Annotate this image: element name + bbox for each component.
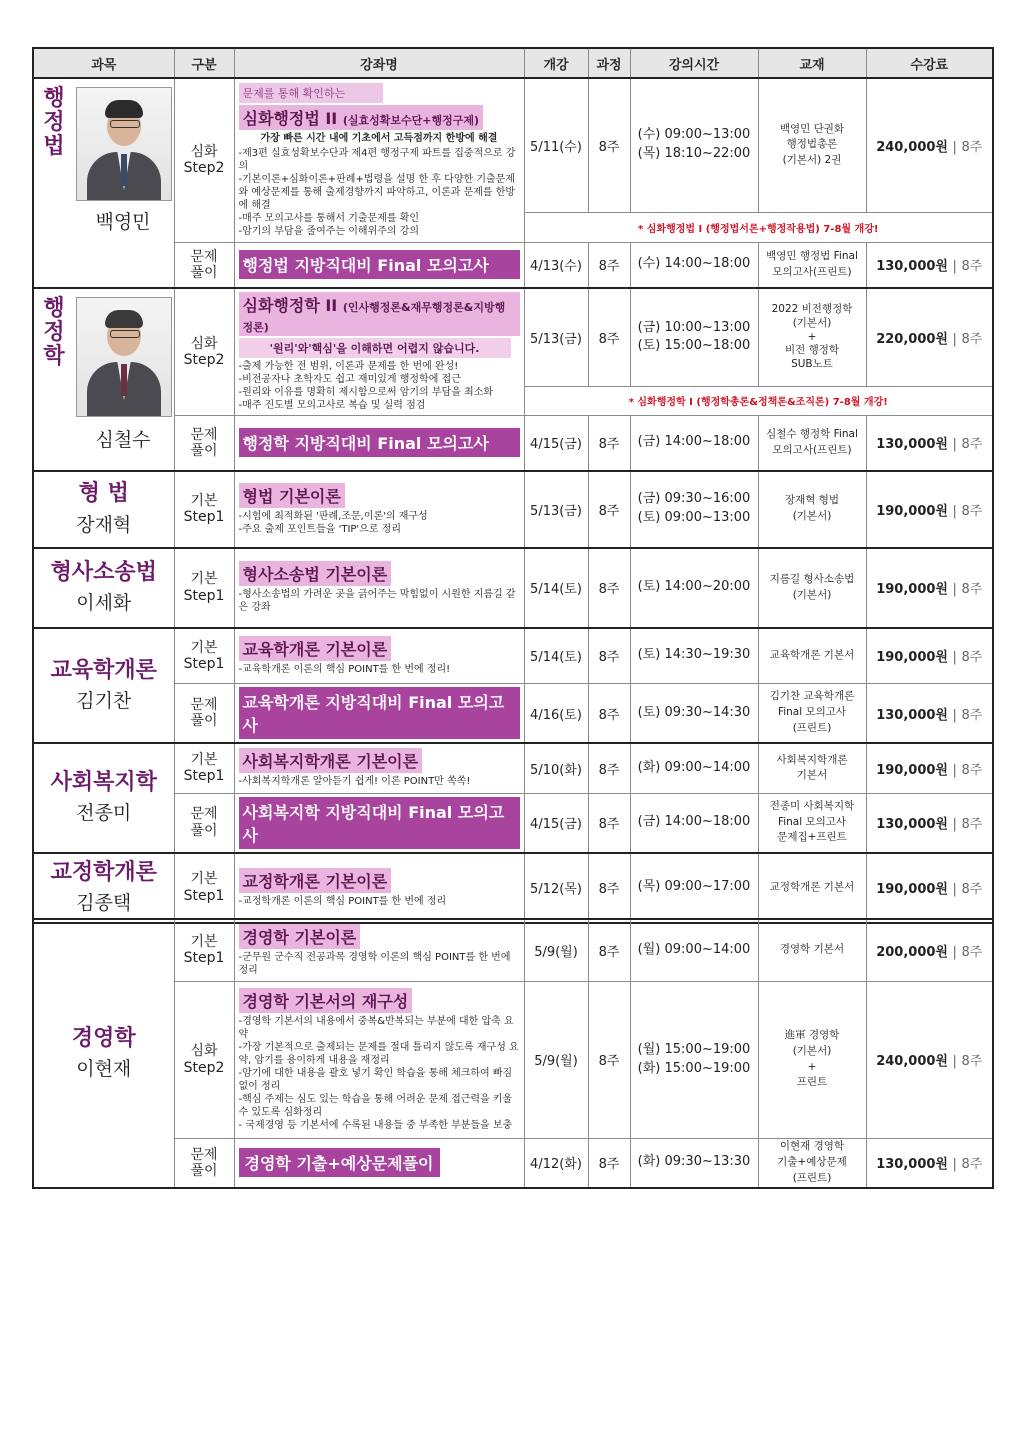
admin-sci-row-1 (33, 288, 993, 386)
type-cell: 문제 풀이 (174, 684, 234, 744)
textbook: 지름길 형사소송법 (기본서) (758, 548, 866, 628)
lecture-desc: -출제 가능한 전 범위, 이론과 문제를 한 번에 완성! -비전공자나 초학자도 쉽고 재미있게 행정학에 접근 -원리와 이유를 명확히 제시함으로써 암기의 부담을 최소화 -매주 진도별 모의고사로 복습 및 실력 점검 (238, 361, 494, 411)
header-row (33, 48, 993, 78)
course-length: 8주 (588, 981, 630, 1138)
admin-law-row-1 (33, 78, 993, 212)
type-cell: 기본 Step1 (174, 548, 234, 628)
header-fee: 수강료 (866, 48, 993, 78)
fee: 130,000원 | 8주 (866, 416, 993, 471)
type-cell: 기본 Step1 (174, 919, 234, 981)
subject-cell-welfare (33, 743, 174, 853)
lecture-time: (금) 14:00~18:00 (630, 793, 758, 853)
lecture-cell (234, 981, 524, 1138)
subject-title: 교육학개론 (50, 657, 157, 683)
type-cell: 문제 풀이 (174, 242, 234, 288)
teacher-name: 김종택 (76, 892, 132, 915)
fee: 130,000원 | 8주 (866, 242, 993, 288)
fee: 220,000원 | 8주 (866, 288, 993, 386)
lecture-tagline: 가장 빠른 시간 내에 기초에서 고득점까지 한방에 해결 (260, 132, 498, 144)
course-length: 8주 (588, 853, 630, 923)
header-type: 구분 (174, 48, 234, 78)
course-length: 8주 (588, 78, 630, 212)
lecture-cell (234, 743, 524, 793)
start-date: 4/16(토) (524, 684, 588, 744)
lecture-time: (월) 09:00~14:00 (630, 919, 758, 981)
education-row-1 (33, 628, 993, 684)
type-cell: 기본 Step1 (174, 471, 234, 548)
fee: 200,000원 | 8주 (866, 919, 993, 981)
subject-cell-criminal-proc (33, 548, 174, 628)
lecture-time: (토) 14:30~19:30 (630, 628, 758, 684)
lecture-title: 경영학 기출+예상문제풀이 (239, 1148, 440, 1177)
course-length: 8주 (588, 288, 630, 386)
subject-cell-education (33, 628, 174, 744)
textbook: 심철수 행정학 Final 모의고사(프린트) (758, 416, 866, 471)
teacher-name: 전종미 (76, 802, 132, 825)
textbook: 進軍 경영학 (기본서) + 프린트 (758, 981, 866, 1138)
start-date: 5/9(월) (524, 919, 588, 981)
course-length: 8주 (588, 471, 630, 548)
course-length: 8주 (588, 628, 630, 684)
textbook: 2022 비전행정학 (기본서) + 비전 행정학 SUB노트 (758, 288, 866, 386)
course-length: 8주 (588, 242, 630, 288)
subject-cell-business (33, 919, 174, 1188)
notice-text: * 심화행정법 I (행정법서론+행정작용법) 7-8월 개강! (524, 212, 993, 242)
lecture-title: 사회복지학 지방직대비 Final 모의고사 (239, 797, 520, 849)
course-table-main (32, 47, 994, 924)
start-date: 5/14(토) (524, 548, 588, 628)
lecture-cell (234, 628, 524, 684)
header-subject: 과목 (33, 48, 174, 78)
type-cell: 심화 Step2 (174, 288, 234, 416)
notice-text: * 심화행정학 I (행정학총론&정책론&조직론) 7-8월 개강! (524, 386, 993, 415)
lecture-title: 경영학 기본서의 재구성 (239, 988, 413, 1013)
subject-title: 사회복지학 (50, 770, 157, 796)
teacher-photo (76, 297, 172, 417)
lecture-cell (234, 793, 524, 853)
fee: 240,000원 | 8주 (866, 981, 993, 1138)
start-date: 5/13(금) (524, 471, 588, 548)
business-row-3 (33, 1138, 993, 1188)
subject-cell-admin-sci (33, 288, 174, 471)
lecture-desc: -사회복지학개론 알아듣기 쉽게! 이론 POINT만 쏙쏙! (238, 776, 471, 788)
lecture-time: (금) 14:00~18:00 (630, 416, 758, 471)
lecture-title: 행정학 지방직대비 Final 모의고사 (239, 428, 520, 457)
lecture-cell (234, 78, 524, 242)
start-date: 4/15(금) (524, 793, 588, 853)
lecture-cell (234, 853, 524, 923)
lecture-desc: -제3편 실효성확보수단과 제4편 행정구제 파트를 집중적으로 강의 -기본이론+심화이론+판례+법령을 설명 한 후 다양한 기출문제와 예상문제를 통해 출제경향까지 파악하고, 이론과 문제를 한방에 해결 -매주 모의고사를 통해서 기출문제를 확인 -암기의 부담을 줄여주는 이해위주의 강의 (238, 147, 516, 237)
admin-sci-row-2 (33, 416, 993, 471)
course-length: 8주 (588, 793, 630, 853)
type-cell: 기본 Step1 (174, 628, 234, 684)
textbook: 전종미 사회복지학 Final 모의고사 문제집+프린트 (758, 793, 866, 853)
criminal-law-row (33, 471, 993, 548)
fee: 130,000원 | 8주 (866, 684, 993, 744)
subject-title: 교정학개론 (50, 859, 157, 885)
course-length: 8주 (588, 919, 630, 981)
start-date: 5/9(월) (524, 981, 588, 1138)
business-row-1 (33, 919, 993, 981)
subject-title: 경영학 (71, 1025, 136, 1051)
textbook: 교육학개론 기본서 (758, 628, 866, 684)
subject-title: 행 정 학 (43, 296, 65, 369)
lecture-title: 교육학개론 기본이론 (239, 636, 392, 661)
fee: 130,000원 | 8주 (866, 793, 993, 853)
course-length: 8주 (588, 684, 630, 744)
lecture-time: (토) 09:30~14:30 (630, 684, 758, 744)
fee: 190,000원 | 8주 (866, 853, 993, 923)
textbook: 이현재 경영학 기출+예상문제 (프린트) (758, 1138, 866, 1188)
lecture-cell (234, 288, 524, 416)
start-date: 5/13(금) (524, 288, 588, 386)
teacher-name: 백영민 (95, 211, 151, 233)
lecture-title: 경영학 기본이론 (239, 924, 361, 949)
lecture-cell (234, 1138, 524, 1188)
fee: 190,000원 | 8주 (866, 743, 993, 793)
header-start: 개강 (524, 48, 588, 78)
teacher-name: 이세화 (76, 592, 132, 615)
fee: 190,000원 | 8주 (866, 548, 993, 628)
lecture-time: (금) 10:00~13:00 (토) 15:00~18:00 (630, 288, 758, 386)
lecture-cell (234, 919, 524, 981)
textbook: 백영민 단권화 행정법총론 (기본서) 2권 (758, 78, 866, 212)
lecture-desc: -경영학 기본서의 내용에서 중복&반복되는 부분에 대한 압축 요약 -가장 기본적으로 출제되는 문제를 절대 틀리지 않도록 재구성 요약, 암기를 용이하게 내용을 재정리 -암기에 대한 내용을 괄호 넣기 확인 학습을 통해 체크하여 빠짐없이 정리 -핵심 주제는 심도 있는 학습을 통해 어려운 문제 접근력을 키울 수 있도록 심화정리 - 국제경영 등 기본서에 수록된 내용들 중 부족한 부분들을 보충 (238, 1015, 519, 1131)
start-date: 4/13(수) (524, 242, 588, 288)
header-book: 교재 (758, 48, 866, 78)
lecture-pre-label: 문제를 통해 확인하는 (239, 83, 383, 103)
lecture-time: (수) 09:00~13:00 (목) 18:10~22:00 (630, 78, 758, 212)
lecture-desc: -형사소송법의 가려운 곳을 긁어주는 막힘없이 시원한 지름길 같은 강좌 (238, 589, 516, 613)
admin-law-row-2 (33, 242, 993, 288)
textbook: 경영학 기본서 (758, 919, 866, 981)
course-length: 8주 (588, 416, 630, 471)
lecture-title: 사회복지학개론 기본이론 (239, 748, 423, 773)
start-date: 5/11(수) (524, 78, 588, 212)
lecture-desc: -교육학개론 이론의 핵심 POINT를 한 번에 정리! (238, 663, 451, 675)
lecture-title: 심화행정학 II (인사행정론&재무행정론&지방행정론) (239, 292, 520, 336)
lecture-time: (수) 14:00~18:00 (630, 242, 758, 288)
type-cell: 기본 Step1 (174, 853, 234, 923)
lecture-title: 심화행정법 II (실효성확보수단+행정구제) (239, 105, 484, 130)
lecture-cell (234, 684, 524, 744)
lecture-cell (234, 548, 524, 628)
fee: 240,000원 | 8주 (866, 78, 993, 212)
lecture-time: (금) 09:30~16:00 (토) 09:00~13:00 (630, 471, 758, 548)
teacher-name: 심철수 (95, 429, 151, 451)
correction-row (33, 853, 993, 923)
subject-cell-admin-law (33, 78, 174, 288)
lecture-title: 행정법 지방직대비 Final 모의고사 (239, 250, 520, 279)
start-date: 4/12(화) (524, 1138, 588, 1188)
criminal-proc-row (33, 548, 993, 628)
type-cell: 심화 Step2 (174, 78, 234, 242)
textbook: 교정학개론 기본서 (758, 853, 866, 923)
lecture-time: (화) 09:30~13:30 (630, 1138, 758, 1188)
teacher-name: 이현재 (76, 1058, 132, 1081)
lecture-title: 교육학개론 지방직대비 Final 모의고사 (239, 687, 520, 739)
course-length: 8주 (588, 548, 630, 628)
fee: 130,000원 | 8주 (866, 1138, 993, 1188)
business-row-2 (33, 981, 993, 1138)
course-length: 8주 (588, 1138, 630, 1188)
teacher-name: 김기찬 (76, 689, 132, 712)
type-cell: 문제 풀이 (174, 416, 234, 471)
lecture-title: 형법 기본이론 (239, 483, 345, 508)
type-cell: 문제 풀이 (174, 793, 234, 853)
subject-title: 행 정 법 (43, 86, 65, 159)
type-cell: 문제 풀이 (174, 1138, 234, 1188)
welfare-row-2 (33, 793, 993, 853)
lecture-title: 교정학개론 기본이론 (239, 868, 392, 893)
course-table-business (32, 918, 994, 1189)
lecture-desc: -교정학개론 이론의 핵심 POINT를 한 번에 정리 (238, 895, 447, 907)
lecture-time: (토) 14:00~20:00 (630, 548, 758, 628)
subject-cell-criminal-law (33, 471, 174, 548)
type-cell: 기본 Step1 (174, 743, 234, 793)
textbook: 김기찬 교육학개론 Final 모의고사 (프린트) (758, 684, 866, 744)
welfare-row-1 (33, 743, 993, 793)
start-date: 5/10(화) (524, 743, 588, 793)
course-length: 8주 (588, 743, 630, 793)
subject-title: 형 법 (78, 481, 129, 507)
lecture-cell (234, 416, 524, 471)
header-time: 강의시간 (630, 48, 758, 78)
textbook: 장재혁 형법 (기본서) (758, 471, 866, 548)
lecture-time: (월) 15:00~19:00 (화) 15:00~19:00 (630, 981, 758, 1138)
fee: 190,000원 | 8주 (866, 628, 993, 684)
start-date: 5/14(토) (524, 628, 588, 684)
lecture-subtitle: '원리'와'핵심'을 이해하면 어렵지 않습니다. (239, 338, 511, 358)
lecture-time: (목) 09:00~17:00 (630, 853, 758, 923)
start-date: 4/15(금) (524, 416, 588, 471)
lecture-desc: -시험에 최적화된 '판례,조문,이론'의 재구성 -주요 출제 포인트들을 'TIP'으로 정리 (238, 510, 428, 535)
lecture-cell (234, 471, 524, 548)
subject-title: 형사소송법 (50, 559, 157, 585)
header-lecture: 강좌명 (234, 48, 524, 78)
lecture-cell (234, 242, 524, 288)
type-cell: 심화 Step2 (174, 981, 234, 1138)
lecture-desc: -군무원 군수직 전공과목 경영학 이론의 핵심 POINT를 한 번에 정리 (238, 951, 511, 976)
lecture-title: 형사소송법 기본이론 (239, 561, 392, 586)
header-course: 과정 (588, 48, 630, 78)
lecture-time: (화) 09:00~14:00 (630, 743, 758, 793)
textbook: 백영민 행정법 Final 모의고사(프린트) (758, 242, 866, 288)
education-row-2 (33, 684, 993, 744)
teacher-name: 장재혁 (76, 513, 132, 536)
textbook: 사회복지학개론 기본서 (758, 743, 866, 793)
subject-cell-correction (33, 853, 174, 923)
start-date: 5/12(목) (524, 853, 588, 923)
teacher-photo (76, 87, 172, 201)
fee: 190,000원 | 8주 (866, 471, 993, 548)
